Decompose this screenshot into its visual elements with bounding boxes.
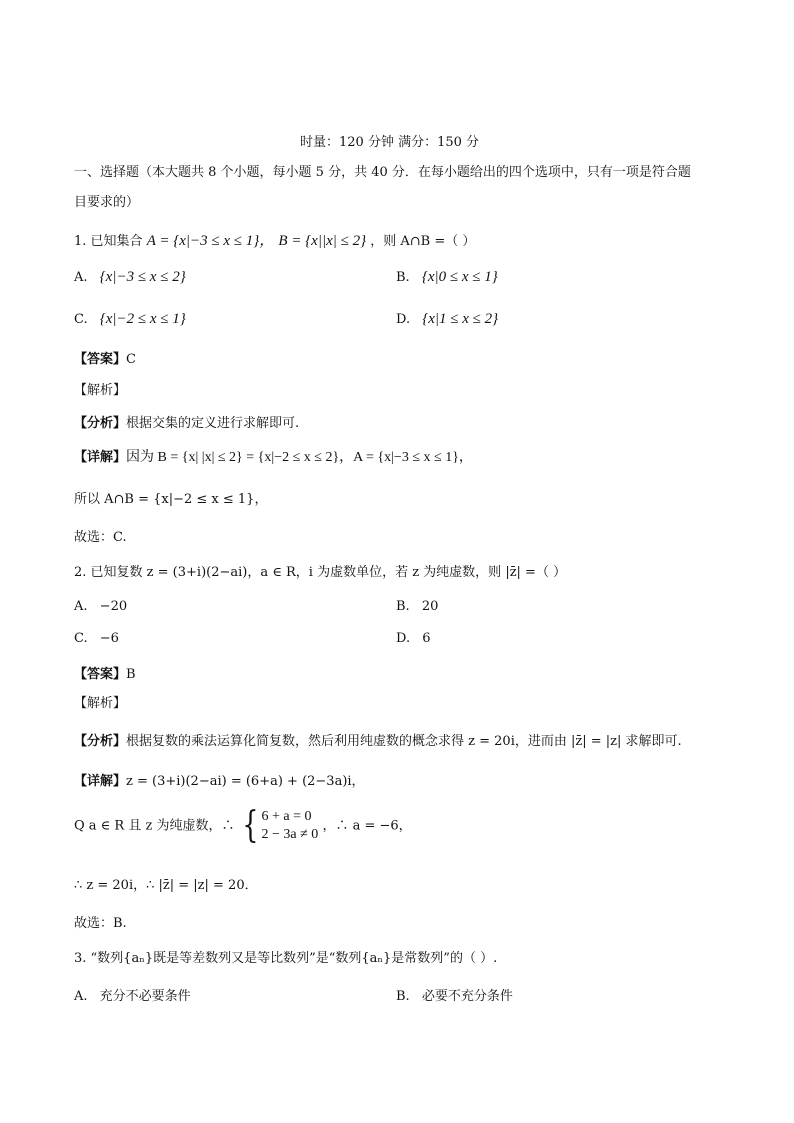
q2-detail-text1: z = (3+i)(2−ai) = (6+a) + (2−3a)i，	[126, 774, 365, 789]
q2-system-row2: 2 − 3a ≠ 0	[261, 827, 319, 842]
q1-option-c[interactable]	[74, 311, 186, 328]
q1-answer-tag: 【答案】	[74, 352, 127, 367]
q3-option-a[interactable]	[74, 985, 191, 1004]
q2-option-c[interactable]	[74, 631, 119, 646]
q1-option-b-label: B.	[396, 270, 410, 285]
q1-set-b: B = {x||x| ≤ 2}	[278, 233, 367, 249]
q2-option-c-label: C.	[74, 631, 88, 646]
q1-option-a-text: {x|−3 ≤ x ≤ 2}	[99, 269, 186, 285]
q2-detail-suffix: ，∴ a = −6，	[322, 818, 412, 834]
q1-option-a-label: A.	[74, 270, 88, 285]
q1-analysis-tag: 【解析】	[74, 383, 127, 398]
q1-answer-value: C	[126, 352, 136, 367]
q2-option-b[interactable]	[396, 599, 438, 614]
q2-answer-tag: 【答案】	[74, 667, 127, 682]
q2-fenxi-text: 根据复数的乘法运算化简复数，然后利用纯虚数的概念求得 z = 20i，进而由 |z̄| = |z| 求解即可.	[126, 734, 682, 749]
q1-fenxi-tag: 【分析】	[74, 416, 127, 431]
section-heading-line2: 目要求的）	[74, 195, 140, 210]
q1-stem-suffix: ，则 A∩B =（ ）	[370, 234, 476, 249]
q3-option-a-label: A.	[74, 989, 88, 1004]
q2-conclusion: 故选：B.	[74, 916, 127, 931]
q1-option-b-text: {x|0 ≤ x ≤ 1}	[421, 269, 498, 285]
q1-option-d-label: D.	[396, 312, 411, 327]
q2-fenxi-tag: 【分析】	[74, 734, 127, 749]
q1-stem-prefix: 1. 已知集合	[74, 234, 143, 249]
q2-option-d-label: D.	[396, 631, 411, 646]
q2-option-d[interactable]	[396, 631, 431, 646]
q1-fenxi	[74, 412, 299, 431]
q3-option-b[interactable]	[396, 985, 513, 1004]
q1-option-a[interactable]	[74, 269, 186, 286]
q1-stem	[74, 229, 475, 250]
q2-detail-prefix: Q a ∈ R 且 z 为纯虚数，∴	[74, 818, 235, 834]
q1-set-a: A = {x|−3 ≤ x ≤ 1}，	[146, 233, 275, 249]
q1-option-c-text: {x|−2 ≤ x ≤ 1}	[99, 311, 186, 327]
q1-detail-tag: 【详解】	[74, 450, 127, 465]
q1-answer	[74, 348, 136, 367]
q2-option-a[interactable]	[74, 599, 127, 614]
q2-system-row1: 6 + a = 0	[261, 809, 312, 824]
q1-detail-text1: 因为 B = {x| |x| ≤ 2} = {x|−2 ≤ x ≤ 2}，A = {x|−3 ≤ x ≤ 1}，	[126, 450, 473, 465]
q2-option-b-text: 20	[421, 599, 439, 614]
section-heading-line1: 一、选择题（本大题共 8 个小题，每小题 5 分，共 40 分．在每小题给出的四个选项中，只有一项是符合题	[74, 165, 691, 180]
q1-option-d[interactable]	[396, 311, 498, 328]
q2-answer-value: B	[126, 667, 136, 682]
q1-detail-line1	[74, 446, 473, 466]
left-brace-icon: {	[242, 805, 259, 846]
q2-stem: 2. 已知复数 z = (3+i)(2−ai)，a ∈ R，i 为虚数单位，若 z 为纯虚数，则 |z̄| =（ ）	[74, 565, 567, 580]
q3-option-b-label: B.	[396, 989, 410, 1004]
q2-option-a-text: −20	[99, 599, 128, 614]
q3-stem: 3. “数列{aₙ}既是等差数列又是等比数列”是“数列{aₙ}是常数列”的（ ）.	[74, 951, 498, 966]
q1-fenxi-text: 根据交集的定义进行求解即可.	[126, 416, 300, 431]
q3-option-a-text: 充分不必要条件	[99, 989, 191, 1004]
q2-detail-line2	[74, 805, 412, 846]
q2-answer	[74, 663, 136, 682]
q2-option-d-text: 6	[422, 631, 431, 646]
q3-option-b-text: 必要不充分条件	[421, 989, 513, 1004]
q2-fenxi	[74, 730, 682, 749]
q1-option-d-text: {x|1 ≤ x ≤ 2}	[422, 311, 499, 327]
q2-option-b-label: B.	[396, 599, 410, 614]
q1-option-c-label: C.	[74, 312, 88, 327]
q2-detail-line1	[74, 770, 365, 789]
q2-option-a-label: A.	[74, 599, 88, 614]
q2-detail-tag: 【详解】	[74, 774, 127, 789]
q1-option-b[interactable]	[396, 269, 498, 286]
q2-option-c-text: −6	[99, 631, 119, 646]
q2-detail-line3: ∴ z = 20i，∴ |z̄| = |z| = 20．	[74, 878, 258, 893]
exam-time-info: 时量：120 分钟 满分：150 分	[300, 135, 480, 150]
q1-detail-line2: 所以 A∩B = {x|−2 ≤ x ≤ 1}，	[74, 492, 268, 507]
q2-analysis-tag: 【解析】	[74, 696, 127, 711]
q1-conclusion: 故选：C.	[74, 530, 127, 545]
q2-equation-system	[239, 805, 319, 846]
